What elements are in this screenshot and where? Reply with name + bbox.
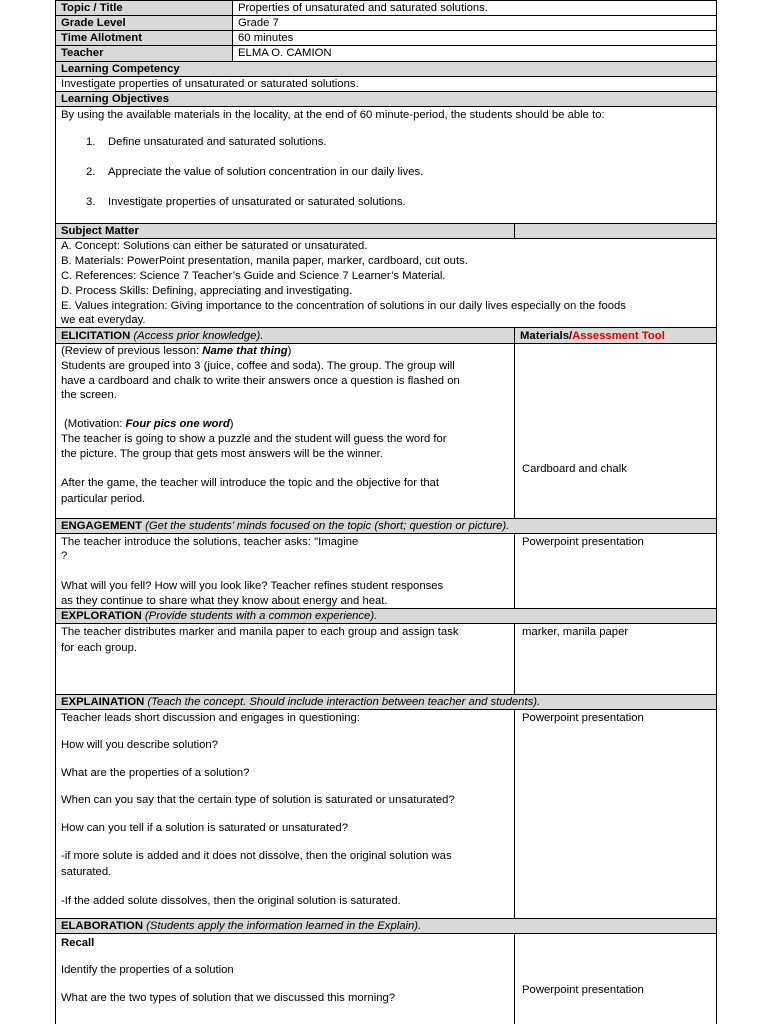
explanation-line: -if more solute is added and it does not dissolve, then the original solution was <box>61 850 452 862</box>
explanation-line: What are the properties of a solution? <box>61 767 250 779</box>
exploration-line: The teacher distributes marker and manila paper to each group and assign task <box>61 626 459 638</box>
explanation-heading-row <box>56 694 716 710</box>
competency-heading-row <box>56 61 716 77</box>
competency-text-row <box>56 76 716 92</box>
elaboration-material: Powerpoint presentation <box>522 984 644 996</box>
elicitation-heading-row <box>56 327 716 344</box>
objectives-intro: By using the available materials in the locality, at the end of 60 minute-period, the students should be able to: <box>61 109 605 121</box>
recall-heading: Recall <box>61 937 95 949</box>
elicitation-line: have a cardboard and chalk to write their answers once a question is flashed on <box>61 375 460 387</box>
elicitation-note: (Access prior knowledge). <box>133 330 264 342</box>
subject-heading: Subject Matter <box>56 224 514 239</box>
objectives-body: By using the available materials in the locality, at the end of 60 minute-period, the students should be able to: 1. Define unsaturated and saturated solutions. 2. Appreciate the value of solution concentration in our daily lives. 3. Investigate properties of unsaturated or saturated solutions. <box>56 106 716 224</box>
header-row-grade <box>56 15 716 31</box>
explanation-line: saturated. <box>61 866 112 878</box>
objectives-heading-row <box>56 91 716 107</box>
exploration-line: for each group. <box>61 642 137 654</box>
explanation-material: Powerpoint presentation <box>522 712 644 724</box>
header-value: Properties of unsaturated and saturated solutions. <box>238 2 488 14</box>
engagement-body <box>56 533 716 609</box>
explanation-body <box>56 709 716 919</box>
exploration-body <box>56 623 716 695</box>
elicitation-heading: ELICITATION <box>61 330 131 342</box>
engagement-line: What will you fell? How will you look like? Teacher refines student responses <box>61 580 444 592</box>
engagement-note: (Get the students’ minds focused on the topic (short; question or picture). <box>145 520 510 532</box>
subject-line: we eat everyday. <box>61 314 146 326</box>
engagement-line: as they continue to share what they know about energy and heat. <box>61 595 388 607</box>
header-label: Topic / Title <box>56 1 232 16</box>
objectives-heading: Learning Objectives <box>56 92 716 107</box>
elaboration-heading: ELABORATION <box>61 920 144 932</box>
subject-heading-row <box>56 223 716 239</box>
review-title: Name that thing <box>202 345 288 357</box>
engagement-line: ? <box>61 550 68 562</box>
exploration-heading-row <box>56 608 716 624</box>
elicitation-line: Students are grouped into 3 (juice, coffee and soda). The group. The group will <box>61 360 455 372</box>
header-label: Time Allotment <box>56 31 232 46</box>
explanation-heading: EXPLAINATION <box>61 696 145 708</box>
header-value: ELMA O. CAMION <box>238 47 332 59</box>
engagement-material: Powerpoint presentation <box>522 536 644 548</box>
elicitation-line: After the game, the teacher will introduce the topic and the objective for that <box>61 477 440 489</box>
elicitation-material: Cardboard and chalk <box>522 463 627 475</box>
motivation-line: (Motivation: Four pics one word) <box>64 418 234 430</box>
header-label: Grade Level <box>56 16 232 31</box>
header-row-topic <box>56 0 716 16</box>
engagement-heading: ENGAGEMENT <box>61 520 142 532</box>
elicitation-line: The teacher is going to show a puzzle and the student will guess the word for <box>61 433 447 445</box>
header-label: Teacher <box>56 46 232 61</box>
header-value: Grade 7 <box>238 17 279 29</box>
explanation-line: -If the added solute dissolves, then the original solution is saturated. <box>61 895 401 907</box>
elaboration-heading-row <box>56 918 716 934</box>
competency-text: Investigate properties of unsaturated or saturated solutions. <box>61 78 359 90</box>
explanation-note: (Teach the concept. Should include interaction between teacher and students). <box>147 696 541 708</box>
engagement-line: The teacher introduce the solutions, teacher asks: "Imagine <box>61 536 359 548</box>
explanation-line: How can you tell if a solution is saturated or unsaturated? <box>61 822 348 834</box>
elaboration-line: What are the two types of solution that we discussed this morning? <box>61 992 396 1004</box>
subject-body <box>56 238 716 328</box>
competency-heading: Learning Competency <box>56 62 716 77</box>
subject-line: B. Materials: PowerPoint presentation, manila paper, marker, cardboard, cut outs. <box>61 255 468 267</box>
explanation-line: When can you say that the certain type of solution is saturated or unsaturated? <box>61 794 455 806</box>
engagement-heading-row <box>56 518 716 534</box>
motivation-title: Four pics one word <box>125 418 230 430</box>
lesson-plan-document <box>55 0 717 1024</box>
explanation-line: Teacher leads short discussion and engages in questioning: <box>61 712 360 724</box>
subject-line: A. Concept: Solutions can either be saturated or unsaturated. <box>61 240 368 252</box>
header-row-teacher <box>56 45 716 61</box>
exploration-heading: EXPLORATION <box>61 610 142 622</box>
exploration-note: (Provide students with a common experience). <box>144 610 378 622</box>
explanation-line: How will you describe solution? <box>61 739 218 751</box>
header-value: 60 minutes <box>238 32 294 44</box>
subject-line: C. References: Science 7 Teacher’s Guide and Science 7 Learner’s Material. <box>61 270 446 282</box>
subject-line: D. Process Skills: Defining, appreciating and investigating. <box>61 285 353 297</box>
exploration-material: marker, manila paper <box>522 626 629 638</box>
elaboration-line: Identify the properties of a solution <box>61 964 234 976</box>
assessment-tool-heading: Assessment Tool <box>572 330 665 342</box>
subject-line: E. Values integration: Giving importance to the concentration of solutions in our daily lives especially on the foods <box>61 300 626 312</box>
materials-heading: Materials/Assessment Tool <box>515 328 716 344</box>
elicitation-body <box>56 343 716 519</box>
elicitation-line: particular period. <box>61 493 146 505</box>
elicitation-line: the picture. The group that gets most answers will be the winner. <box>61 448 383 460</box>
elicitation-line: the screen. <box>61 389 117 401</box>
elaboration-note: (Students apply the information learned in the Explain). <box>146 920 422 932</box>
elaboration-body <box>56 933 716 1024</box>
header-row-time <box>56 30 716 46</box>
review-line: (Review of previous lesson: Name that thing) <box>61 345 292 357</box>
